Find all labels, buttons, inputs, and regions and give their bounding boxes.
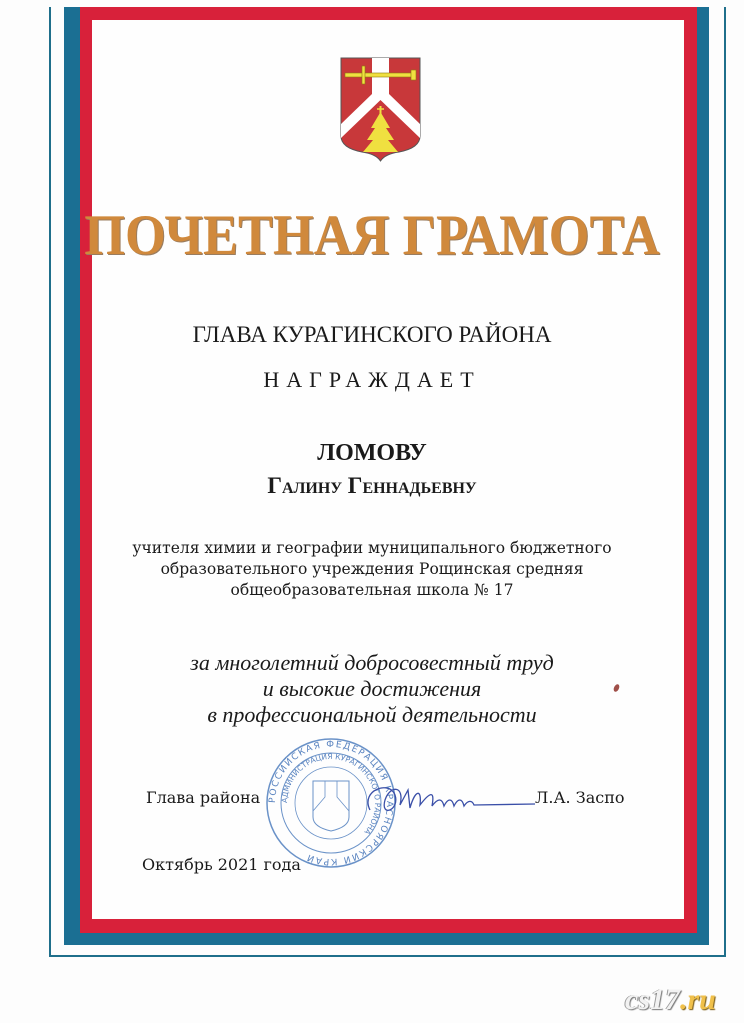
coat-of-arms-icon — [339, 56, 422, 162]
description-line: общеобразовательная школа № 17 — [230, 581, 514, 599]
site-watermark — [625, 983, 716, 1017]
svg-text:АДМИНИСТРАЦИЯ КУРАГИНСКОГО РАЙ: АДМИНИСТРАЦИЯ КУРАГИНСКОГО РАЙОНА — [279, 751, 383, 837]
recipient-surname: ЛОМОВУ — [317, 440, 427, 466]
description-line: учителя химии и географии муниципального бюджетного — [132, 539, 612, 557]
award-reason — [0, 650, 744, 728]
description-line: образовательного учреждения Рощинская средняя — [160, 560, 584, 578]
reason-line: в профессиональной деятельности — [207, 702, 537, 727]
recipient-description — [0, 538, 744, 601]
watermark-suffix: .ru — [680, 983, 716, 1016]
svg-text:РОССИЙСКАЯ ФЕДЕРАЦИЯ КРАСНОЯРС: РОССИЙСКАЯ ФЕДЕРАЦИЯ КРАСНОЯРСКИЙ КРАЙ — [267, 739, 395, 867]
reason-line: за многолетний добросовестный труд — [190, 650, 554, 675]
handwritten-signature — [360, 780, 540, 820]
certificate-title: ПОЧЕТНАЯ ГРАМОТА — [84, 204, 660, 267]
signatory-title: Глава района — [146, 788, 261, 807]
recipient-given-names: Галину Геннадьевну — [267, 473, 477, 498]
issue-date: Октябрь 2021 года — [142, 855, 301, 874]
award-verb: НАГРАЖДАЕТ — [263, 367, 481, 392]
watermark-main: cs17 — [625, 983, 680, 1016]
signatory-name: Л.А. Заспо — [535, 788, 625, 807]
reason-line: и высокие достижения — [262, 676, 482, 701]
issuer-heading: ГЛАВА КУРАГИНСКОГО РАЙОНА — [192, 322, 552, 347]
